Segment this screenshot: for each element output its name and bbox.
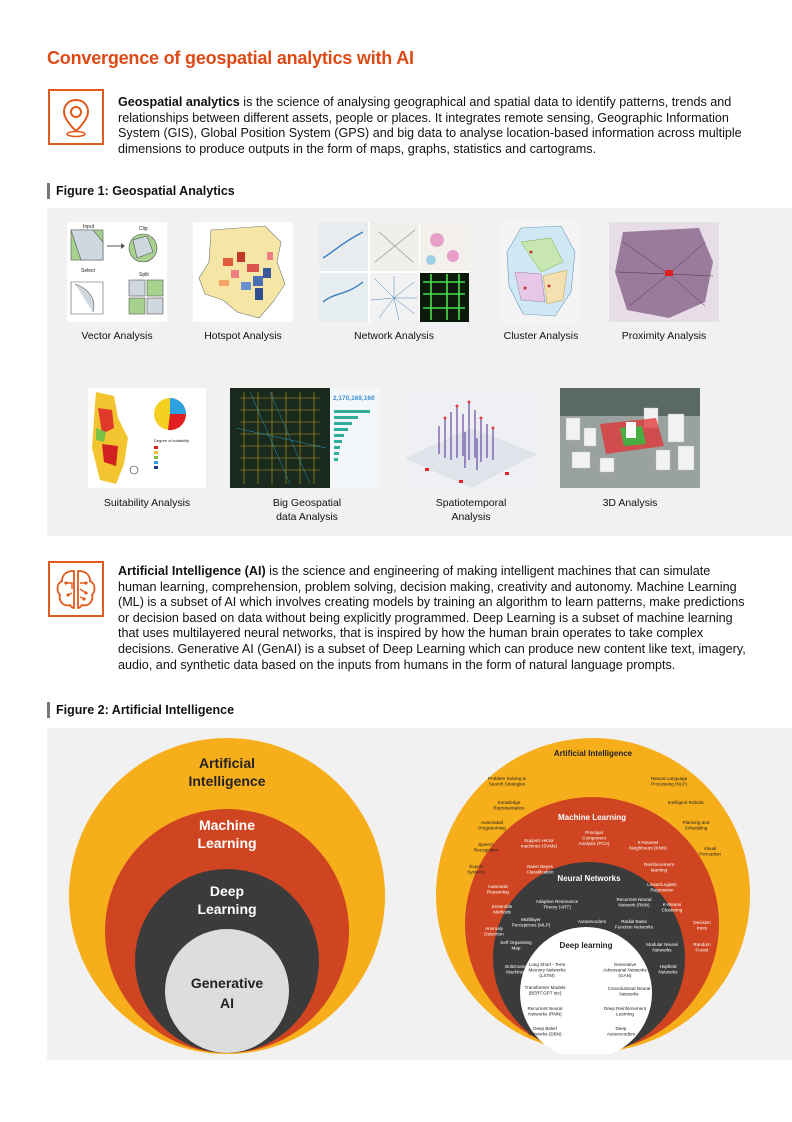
ml-label-line2: Learning — [197, 835, 257, 851]
nn-technique: Radial Basis Function Networks — [614, 919, 654, 930]
geo-paragraph — [118, 95, 743, 157]
ml-technique: Decision trees — [693, 920, 711, 931]
page-title: Convergence of geospatial analytics with AI — [47, 48, 414, 68]
nn-technique: Autoencoders — [577, 919, 607, 924]
ml-technique: Support vector machines (SVMs) — [520, 838, 558, 849]
figure2-panel — [47, 728, 792, 1060]
ml-technique: Naive Bayes Classification — [526, 864, 554, 875]
ml-technique: K-Means Clustering — [661, 902, 683, 913]
ai-technique: Expert Systems — [467, 864, 485, 875]
nn-technique: Multilayer Perceptrons (MLP) — [511, 917, 551, 928]
nn-technique: Modular Neural Networks — [646, 942, 678, 953]
ai-icon-box — [48, 561, 104, 617]
suitability-legend-title: Degree of suitability — [154, 438, 190, 443]
suitability-analysis-thumb — [88, 388, 206, 488]
nn-technique: Hopfield Networks — [658, 964, 678, 975]
bigdata-counter: 2,170,169,160 — [333, 395, 375, 402]
ai-technique: Problem Solving & Search Strategies — [488, 776, 526, 787]
figure1-panel — [47, 208, 792, 536]
caption-3d: 3D Analysis — [602, 497, 658, 509]
hotspot-analysis-thumb — [193, 222, 293, 322]
caption-cluster: Cluster Analysis — [503, 330, 579, 342]
detail-dl-title: Deep learning — [559, 941, 613, 950]
geo-term: Geospatial analytics — [118, 95, 240, 109]
ai-definition: is the science and engineering of making intelligent machines that can simulate human learning, comprehension, problem solving, decision making, creativity and autonomy. Machine Learning (ML) is a subset of AI which involves creating models by training an algorithm to learn patterns, make predictions or decision based on data without being explicitly programmed. Deep Learning is a subset of machine learning that uses multilayered neural networks, that is inspired by how the human brain operates to take complex decisions. Generative AI (GenAI) is a subset of Deep Learning which can produce new content like text, imagery, audio, and synthetic data based on the inputs from humans in the form of natural language prompts. — [118, 564, 746, 672]
figure1-title: Figure 1: Geospatial Analytics — [47, 183, 235, 199]
ml-technique: Random Forest — [693, 942, 711, 953]
ai-nested-circles-diagram — [67, 736, 387, 1056]
ml-technique: K-Nearest Neighbours (KNN) — [629, 840, 667, 851]
dl-technique: Generative Adversarial Networks (GAN) — [603, 962, 647, 979]
caption-suitability: Suitability Analysis — [103, 497, 191, 509]
ml-technique: Reinforcement learning — [644, 862, 674, 873]
ai-technique: Natural Language Processing (NLP) — [650, 776, 688, 787]
network-analysis-thumb — [319, 222, 469, 322]
caption-hotspot: Hotspot Analysis — [204, 330, 282, 342]
dl-technique: Recurrent Neural Networks (RNN) — [527, 1006, 563, 1017]
figure2-title: Figure 2: Artificial Intelligence — [47, 702, 234, 718]
nn-technique: Boltzmann Machines — [505, 964, 527, 975]
ml-technique: Principal Component Analysis (PCA) — [578, 830, 610, 847]
dl-label-line2: Learning — [197, 901, 257, 917]
vector-split-label: Split — [139, 272, 149, 278]
big-geospatial-thumb — [230, 388, 380, 488]
detail-ml-title: Machine Learning — [557, 813, 627, 822]
spatiotemporal-thumb — [405, 388, 537, 488]
ai-technique: Planning and Scheduling — [682, 820, 710, 831]
caption-network: Network Analysis — [354, 330, 434, 342]
ai-technique: Visual Perception — [699, 846, 721, 857]
ai-technique: Speech Recognition — [473, 842, 499, 853]
cluster-analysis-thumb — [501, 222, 581, 322]
vector-select-label: Select — [81, 268, 95, 274]
caption-big-geospatial: Big Geospatial data Analysis — [272, 497, 342, 523]
ai-term: Artificial Intelligence (AI) — [118, 564, 266, 578]
dl-technique: Transformer Models (BERT,GPT etc) — [524, 985, 566, 996]
dl-technique: Deep Reinforcement Learning — [603, 1006, 647, 1017]
location-pin-icon — [50, 91, 102, 143]
dl-technique: Deep Belief Networks (DBN) — [528, 1026, 562, 1037]
caption-proximity: Proximity Analysis — [621, 330, 707, 342]
ml-label-line1: Machine — [198, 817, 256, 833]
vector-clip-label: Clip — [139, 226, 148, 232]
nn-technique: Self Organising Map — [500, 940, 532, 951]
dl-technique: Convolutional Neural Networks — [607, 986, 651, 997]
ml-technique: Ensemble Methods — [491, 904, 513, 915]
ai-technique: Knowledge Representation — [493, 800, 525, 811]
brain-circuit-icon — [50, 563, 102, 615]
geo-definition: is the science of analysing geographical and spatial data to identify patterns, trends and relationships between different assets, people or places. It integrates remote sensing, Geographic Information System (GIS), Global Position System (GPS) and big data to analyse location-based information across multiple dimensions to produce outputs in the form of maps, graphs, statistics and cartograms. — [118, 95, 742, 156]
ai-techniques-diagram — [434, 736, 752, 1054]
genai-label-line2: AI — [220, 995, 234, 1011]
detail-nn-title: Neural Networks — [557, 874, 621, 883]
nn-technique: Recurrent Neural Network (RNN) — [616, 897, 652, 908]
genai-circle — [165, 929, 289, 1053]
ai-label-line1: Artificial — [198, 755, 256, 771]
proximity-analysis-thumb — [609, 222, 719, 322]
ml-technique: Linear/Logistic Regression — [647, 882, 677, 893]
detail-ai-title: Artificial Intelligence — [553, 749, 633, 758]
dl-label-line1: Deep — [209, 883, 245, 899]
geo-icon-box — [48, 89, 104, 145]
ai-technique: Intelligent Robotic — [667, 800, 705, 805]
ai-paragraph — [118, 564, 748, 673]
3d-analysis-thumb — [560, 388, 700, 488]
ml-technique: Automatic Reasoning — [487, 884, 509, 895]
ml-technique: Anomaly Detection — [484, 926, 504, 937]
dl-technique: Long Short - Term Memory Networks (LSTM) — [528, 962, 566, 979]
dl-technique: Deep Autoencoders — [606, 1026, 636, 1037]
vector-input-label: Input — [83, 224, 95, 230]
ai-technique: Automated Programming — [478, 820, 506, 831]
ai-label-line2: Intelligence — [188, 773, 266, 789]
caption-spatiotemporal: Spatiotemporal Analysis — [435, 497, 507, 523]
genai-label-line1: Generative — [190, 975, 264, 991]
vector-analysis-thumb — [67, 222, 167, 322]
nn-technique: Adaptive Resonance Theory (ART) — [535, 899, 579, 910]
caption-vector: Vector Analysis — [81, 330, 153, 342]
